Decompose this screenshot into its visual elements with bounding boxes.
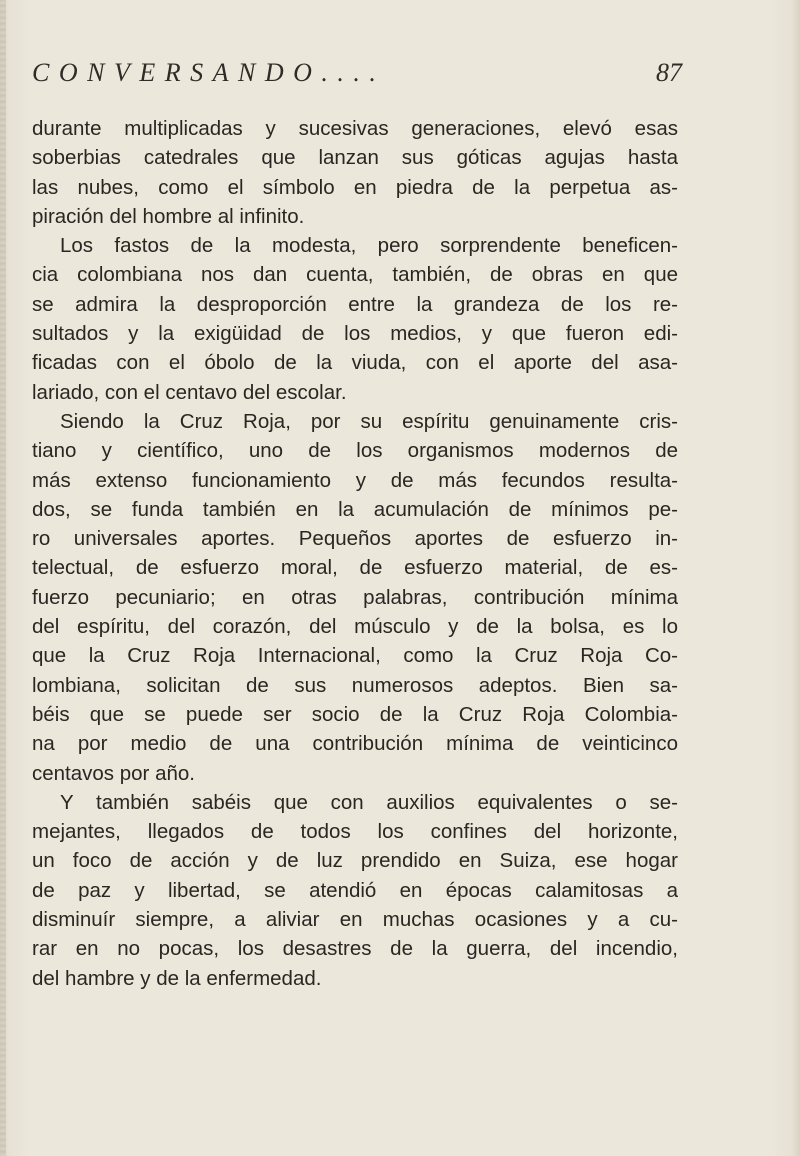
- text-line: fuerzo pecuniario; en otras palabras, contribución mínima: [32, 585, 678, 609]
- text-line: centavos por año.: [32, 761, 195, 785]
- text-line: más extenso funcionamiento y de más fecundos resulta-: [32, 468, 678, 492]
- text-line: lombiana, solicitan de sus numerosos adeptos. Bien sa-: [32, 673, 678, 697]
- text-line: béis que se puede ser socio de la Cruz Roja Colombia-: [32, 702, 678, 726]
- text-line: un foco de acción y de luz prendido en Suiza, ese hogar: [32, 849, 678, 873]
- text-line: que la Cruz Roja Internacional, como la Cruz Roja Co-: [32, 644, 678, 668]
- text-line: rar en no pocas, los desastres de la guerra, del incendio,: [32, 937, 678, 961]
- text-line: de paz y libertad, se atendió en épocas calamitosas a: [32, 878, 678, 902]
- text-line: soberbias catedrales que lanzan sus góticas agujas hasta: [32, 146, 678, 170]
- text-line: telectual, de esfuerzo moral, de esfuerzo material, de es-: [32, 556, 678, 580]
- text-line: ficadas con el óbolo de la viuda, con el aporte del asa-: [32, 351, 678, 375]
- text-line: lariado, con el centavo del escolar.: [32, 380, 347, 404]
- text-line: las nubes, como el símbolo en piedra de la perpetua as-: [32, 175, 678, 199]
- text-line: se admira la desproporción entre la grandeza de los re-: [32, 292, 678, 316]
- text-line: piración del hombre al infinito.: [32, 204, 305, 228]
- text-line: mejantes, llegados de todos los confines del horizonte,: [32, 820, 678, 844]
- text-line: cia colombiana nos dan cuenta, también, de obras en que: [32, 263, 678, 287]
- text-line: disminuír siempre, a aliviar en muchas ocasiones y a cu-: [32, 908, 678, 932]
- text-line: del hambre y de la enfermedad.: [32, 966, 322, 990]
- text-line: dos, se funda también en la acumulación de mínimos pe-: [32, 497, 678, 521]
- text-line: del espíritu, del corazón, del músculo y de la bolsa, es lo: [32, 615, 678, 639]
- text-line: durante multiplicadas y sucesivas generaciones, elevó esas: [32, 117, 678, 140]
- page-binding-edge: [0, 0, 6, 1156]
- text-line: Siendo la Cruz Roja, por su espíritu genuinamente cris-: [60, 409, 678, 433]
- text-line: sultados y la exigüidad de los medios, y que fueron edi-: [32, 322, 678, 346]
- text-line: Y también sabéis que con auxilios equivalentes o se-: [60, 790, 678, 814]
- page-number: 87: [656, 58, 682, 87]
- body-text: [32, 114, 678, 993]
- text-line: tiano y científico, uno de los organismos modernos de: [32, 439, 678, 463]
- text-line: ro universales aportes. Pequeños aportes de esfuerzo in-: [32, 527, 678, 551]
- running-title: CONVERSANDO....: [32, 58, 386, 87]
- text-line: Los fastos de la modesta, pero sorprendente beneficen-: [60, 234, 678, 258]
- text-line: na por medio de una contribución mínima de veinticinco: [32, 732, 678, 756]
- running-header: [32, 58, 682, 92]
